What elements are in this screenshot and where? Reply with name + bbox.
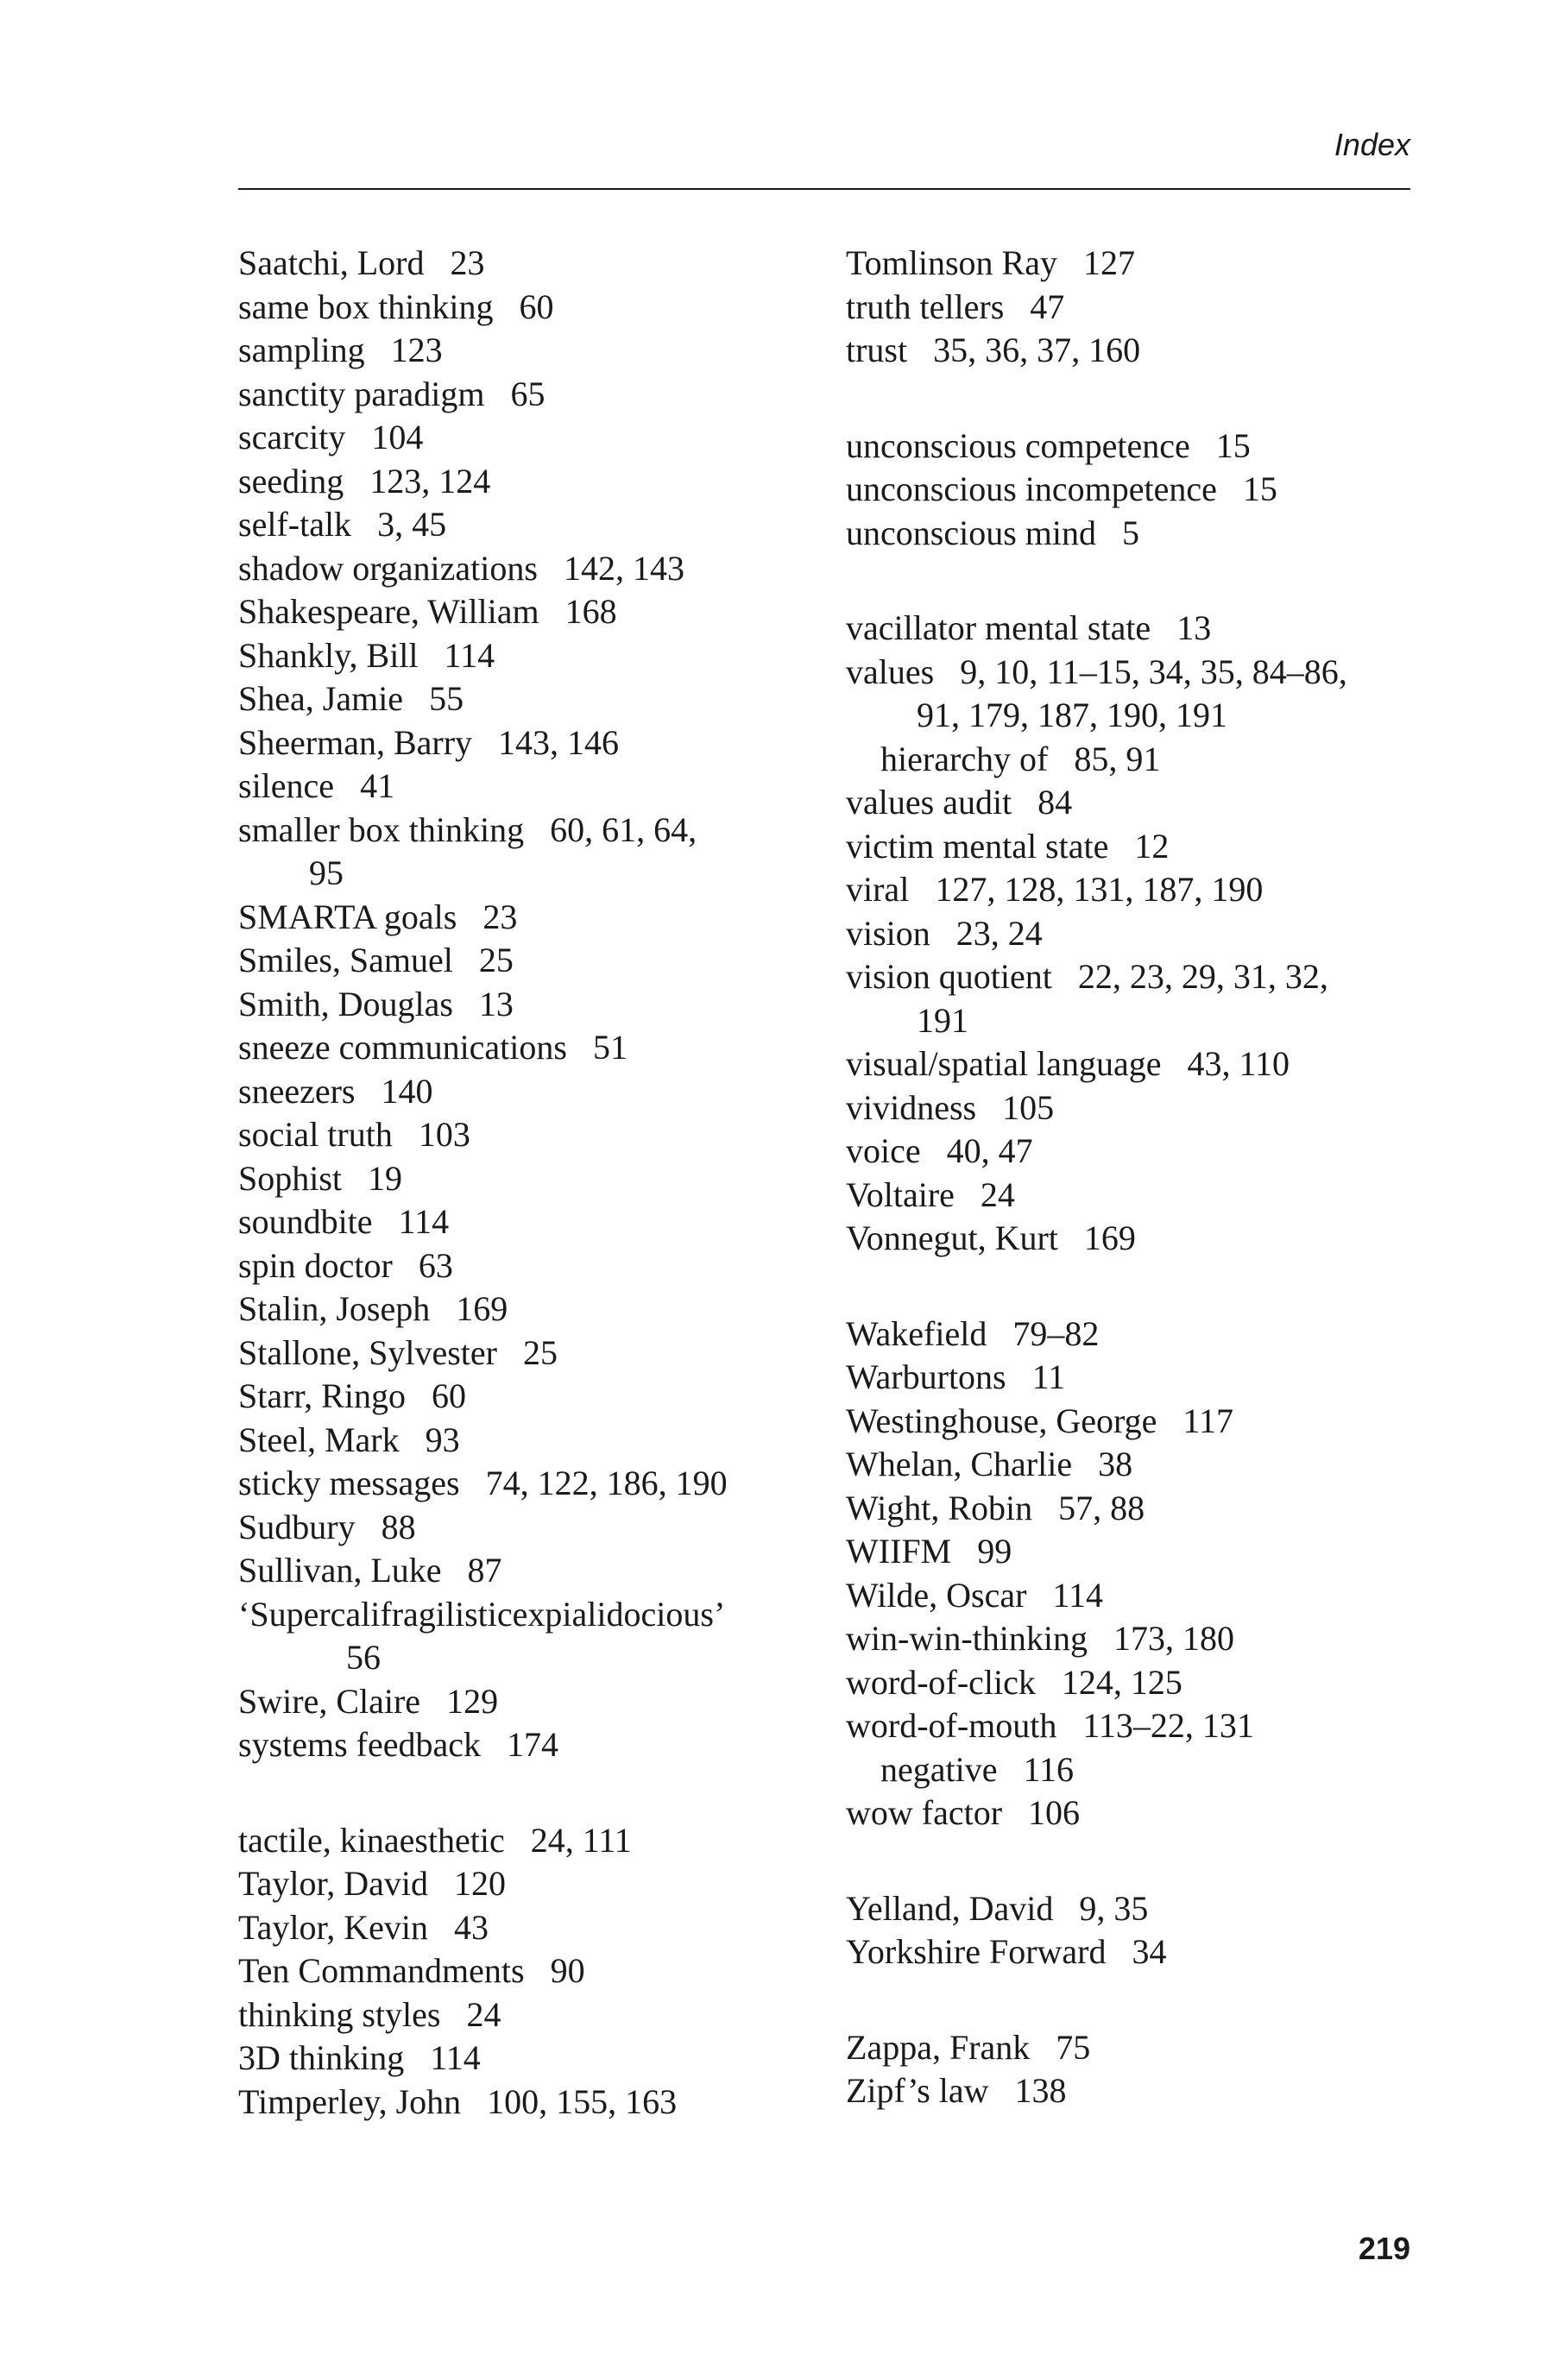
index-column-right: [846, 242, 1416, 2113]
index-subentry: [846, 1748, 1416, 1792]
index-entry: [238, 1993, 808, 2037]
index-entry: [238, 634, 808, 678]
index-entry: [846, 781, 1416, 825]
index-page-refs: 23, 24: [955, 913, 1043, 953]
index-entry: [238, 373, 808, 417]
index-entry: [238, 590, 808, 634]
index-term: sticky messages: [238, 1464, 460, 1502]
index-entry: [238, 1157, 808, 1201]
index-term: SMARTA goals: [238, 897, 457, 936]
index-term: WIIFM: [846, 1532, 952, 1571]
index-page-refs: 55: [429, 679, 464, 718]
index-term: Swire, Claire: [238, 1681, 421, 1721]
index-term: Warburtons: [846, 1357, 1006, 1396]
index-page-refs: 60, 61, 64,: [550, 809, 697, 849]
index-term: shadow organizations: [238, 548, 538, 588]
index-page-refs-continued: 191: [917, 1000, 968, 1040]
index-entry: [238, 1819, 808, 1863]
index-entry: [846, 329, 1416, 373]
index-entry: [846, 1791, 1416, 1835]
index-entry: [846, 512, 1416, 556]
index-term: Stalin, Joseph: [238, 1289, 431, 1328]
index-page-refs: 5: [1121, 513, 1139, 552]
index-term: viral: [846, 870, 910, 909]
index-term: Zipf’s law: [846, 2071, 989, 2110]
index-term: self-talk: [238, 505, 352, 544]
index-entry: [846, 868, 1416, 912]
index-page-refs: 63: [418, 1245, 453, 1285]
index-term: Sudbury: [238, 1507, 356, 1546]
index-term: Tomlinson Ray: [846, 243, 1057, 282]
index-page-refs: 23: [482, 897, 518, 936]
index-page-refs: 15: [1242, 469, 1277, 508]
index-entry: [238, 1906, 808, 1950]
index-page-refs: 75: [1056, 2027, 1091, 2067]
index-entry: [846, 1443, 1416, 1487]
index-term: Taylor, David: [238, 1864, 428, 1903]
index-entry: [238, 1419, 808, 1463]
index-entry: [846, 825, 1416, 869]
index-entry: [238, 460, 808, 504]
index-entry: [846, 242, 1416, 286]
index-page-refs: 60: [519, 286, 554, 326]
index-term: Vonnegut, Kurt: [846, 1218, 1058, 1257]
index-page-refs: 9, 35: [1079, 1888, 1149, 1928]
index-term: Wilde, Oscar: [846, 1575, 1027, 1615]
index-term: scarcity: [238, 418, 346, 456]
index-term: unconscious competence: [846, 425, 1190, 465]
index-page-refs: 47: [1030, 286, 1065, 326]
index-page-refs: 120: [453, 1864, 506, 1903]
index-entry: [846, 2026, 1416, 2070]
index-entry: [846, 1887, 1416, 1931]
index-term: Stallone, Sylvester: [238, 1332, 497, 1372]
index-entry: [846, 607, 1416, 651]
index-entry: [238, 677, 808, 721]
index-page-refs: 9, 10, 11–15, 34, 35, 84–86,: [960, 652, 1347, 691]
index-entry: [846, 1217, 1416, 1261]
index-page-refs: 13: [1176, 608, 1212, 647]
index-page-refs: 51: [592, 1028, 627, 1067]
index-entry: [238, 286, 808, 330]
index-page-refs: 12: [1134, 826, 1170, 866]
index-page-refs: 129: [446, 1681, 499, 1721]
index-term: Wakefield: [846, 1313, 987, 1353]
index-term: Timperley, John: [238, 2081, 462, 2121]
index-term: vision: [846, 913, 930, 953]
index-entry: [238, 1113, 808, 1157]
index-entry: [238, 2037, 808, 2081]
index-entry: [238, 1862, 808, 1906]
index-entry: [238, 1462, 808, 1506]
index-entry: [238, 1288, 808, 1332]
index-term: victim mental state: [846, 826, 1109, 866]
index-term: word-of-click: [846, 1662, 1036, 1702]
index-entry: [238, 721, 808, 765]
index-page-refs: 34: [1132, 1932, 1167, 1971]
index-term: hierarchy of: [880, 739, 1049, 778]
index-page-refs: 103: [418, 1115, 470, 1154]
index-term: sneeze communications: [238, 1028, 567, 1067]
index-term: thinking styles: [238, 1994, 441, 2034]
index-page-refs: 104: [371, 418, 424, 456]
index-entry: [846, 651, 1416, 738]
index-entry: [238, 2081, 808, 2125]
index-term: unconscious incompetence: [846, 469, 1217, 508]
index-entry: [238, 1506, 808, 1550]
index-term: Yorkshire Forward: [846, 1932, 1107, 1971]
index-term: wow factor: [846, 1793, 1003, 1832]
index-entry: [238, 1593, 808, 1680]
index-term: visual/spatial language: [846, 1044, 1162, 1083]
index-term: values: [846, 652, 935, 691]
index-entry: [846, 1574, 1416, 1618]
index-term: Wight, Robin: [846, 1488, 1033, 1527]
index-term: spin doctor: [238, 1245, 393, 1285]
index-entry: [238, 1332, 808, 1376]
index-page-refs: 41: [360, 766, 395, 805]
index-page-refs-continued: 95: [309, 853, 344, 892]
index-entry: [846, 1530, 1416, 1574]
index-term: Taylor, Kevin: [238, 1907, 428, 1947]
index-entry: [238, 1200, 808, 1244]
index-page-refs-continued: 91, 179, 187, 190, 191: [917, 696, 1227, 734]
index-entry: [238, 983, 808, 1027]
index-page-refs: 138: [1014, 2071, 1067, 2110]
index-term: Sullivan, Luke: [238, 1551, 442, 1590]
index-page-refs: 24: [980, 1174, 1015, 1214]
index-entry: [846, 468, 1416, 512]
index-term: voice: [846, 1131, 921, 1170]
index-entry: [846, 1174, 1416, 1218]
index-term: Ten Commandments: [238, 1951, 525, 1990]
index-entry: [238, 896, 808, 940]
index-entry: [238, 1949, 808, 1993]
index-term: systems feedback: [238, 1725, 482, 1764]
index-entry: [238, 1549, 808, 1593]
index-page-refs: 74, 122, 186, 190: [485, 1464, 728, 1502]
index-entry: [238, 809, 808, 896]
index-term: Smiles, Samuel: [238, 941, 453, 979]
index-term: silence: [238, 766, 335, 805]
index-term: unconscious mind: [846, 513, 1096, 552]
index-page-refs: 169: [456, 1289, 508, 1328]
index-entry: [238, 1026, 808, 1070]
index-page-refs: 38: [1098, 1445, 1133, 1483]
index-term: Shankly, Bill: [238, 635, 419, 675]
index-page-refs: 127: [1082, 243, 1135, 282]
index-term: Shakespeare, William: [238, 592, 539, 631]
index-page-refs: 25: [478, 941, 514, 979]
index-entry: [846, 1400, 1416, 1444]
index-page-refs: 84: [1037, 783, 1073, 822]
index-entry: [846, 1930, 1416, 1974]
index-page-refs: 24: [466, 1994, 501, 2034]
index-page-refs: 65: [510, 374, 546, 413]
index-page-refs: 114: [398, 1202, 450, 1241]
index-column-left: [238, 242, 808, 2124]
index-term: trust: [846, 331, 908, 369]
index-page-refs: 142, 143: [563, 548, 684, 588]
index-page-refs: 117: [1182, 1401, 1233, 1440]
index-term: same box thinking: [238, 286, 494, 326]
index-entry: [238, 503, 808, 547]
index-entry: [846, 425, 1416, 469]
index-page-refs: 169: [1083, 1218, 1136, 1257]
index-page-refs: 105: [1002, 1087, 1055, 1127]
index-entry: [846, 1661, 1416, 1705]
index-page-refs: 35, 36, 37, 160: [933, 331, 1141, 369]
index-term: social truth: [238, 1115, 393, 1154]
index-page-refs: 124, 125: [1061, 1662, 1182, 1702]
index-page-refs: 43: [453, 1907, 489, 1947]
index-page-refs: 13: [478, 984, 514, 1023]
index-term: Whelan, Charlie: [846, 1445, 1073, 1483]
index-page-refs: 123: [390, 331, 443, 369]
index-term: Smith, Douglas: [238, 984, 453, 1023]
index-page-refs: 43, 110: [1187, 1044, 1290, 1083]
index-entry: [846, 1617, 1416, 1661]
index-term: word-of-mouth: [846, 1706, 1057, 1745]
index-term: Westinghouse, George: [846, 1401, 1157, 1440]
index-page-refs: 123, 124: [369, 461, 491, 501]
index-entry: [238, 1375, 808, 1419]
index-page-refs: 79–82: [1012, 1313, 1100, 1353]
index-term: Sheerman, Barry: [238, 722, 473, 762]
index-term: sampling: [238, 331, 365, 369]
index-term: 3D thinking: [238, 2038, 405, 2077]
index-page-refs: 168: [564, 592, 617, 631]
index-term: soundbite: [238, 1202, 373, 1241]
index-page-refs: 19: [368, 1158, 403, 1198]
index-term: sneezers: [238, 1071, 356, 1111]
index-page-refs-continued: 56: [346, 1638, 381, 1677]
index-subentry: [846, 738, 1416, 782]
index-term: tactile, kinaesthetic: [238, 1820, 505, 1860]
index-entry: [846, 2069, 1416, 2113]
index-term: vision quotient: [846, 957, 1052, 996]
index-term: smaller box thinking: [238, 809, 525, 849]
index-term: Saatchi, Lord: [238, 243, 425, 282]
running-head: Index: [1334, 127, 1410, 162]
index-page-refs: 25: [522, 1332, 558, 1372]
index-page-refs: 114: [430, 2038, 481, 2077]
index-term: win-win-thinking: [846, 1619, 1088, 1658]
index-page-refs: 99: [977, 1532, 1012, 1571]
index-entry: [238, 242, 808, 286]
index-term: Yelland, David: [846, 1888, 1054, 1928]
index-page-refs: 23: [450, 243, 485, 282]
index-term: Shea, Jamie: [238, 679, 404, 718]
index-page-refs: 93: [425, 1420, 460, 1459]
index-term: Starr, Ringo: [238, 1376, 406, 1415]
index-page-refs: 85, 91: [1074, 739, 1161, 778]
index-term: vacillator mental state: [846, 608, 1151, 647]
index-page-refs: 15: [1215, 425, 1251, 465]
index-entry: [846, 1704, 1416, 1748]
index-entry: [238, 1680, 808, 1724]
index-page-refs: 174: [507, 1725, 559, 1764]
index-entry: [846, 1313, 1416, 1357]
header-rule: [238, 188, 1410, 190]
index-page-refs: 22, 23, 29, 31, 32,: [1077, 957, 1328, 996]
index-entry: [846, 1042, 1416, 1086]
index-entry: [846, 1487, 1416, 1531]
index-term: vividness: [846, 1087, 977, 1127]
index-entry: [846, 1130, 1416, 1174]
index-page-refs: 3, 45: [377, 505, 447, 544]
index-entry: [238, 1070, 808, 1114]
index-entry: [846, 912, 1416, 956]
index-entry: [846, 1086, 1416, 1130]
index-entry: [238, 1723, 808, 1767]
index-page-refs: 114: [444, 635, 495, 675]
index-page-refs: 113–22, 131: [1082, 1706, 1254, 1745]
index-page-refs: 90: [550, 1951, 585, 1990]
index-page-refs: 57, 88: [1058, 1488, 1145, 1527]
index-entry: [238, 939, 808, 983]
index-page-refs: 173, 180: [1113, 1619, 1234, 1658]
index-page-refs: 114: [1052, 1575, 1103, 1615]
index-page-refs: 24, 111: [530, 1820, 632, 1860]
index-entry: [846, 955, 1416, 1042]
index-page-refs: 60: [431, 1376, 466, 1415]
index-term: Steel, Mark: [238, 1420, 400, 1459]
index-term: values audit: [846, 783, 1012, 822]
index-term: negative: [880, 1749, 998, 1789]
page-number: 219: [1358, 2231, 1410, 2266]
index-term: truth tellers: [846, 286, 1005, 326]
index-page-refs: 88: [381, 1507, 416, 1546]
index-page-refs: 11: [1031, 1357, 1066, 1396]
index-page-refs: 87: [467, 1551, 502, 1590]
index-page-refs: 143, 146: [498, 722, 620, 762]
index-term: Sophist: [238, 1158, 343, 1198]
index-page-refs: 116: [1023, 1749, 1075, 1789]
index-page-refs: 100, 155, 163: [487, 2081, 678, 2121]
index-page-refs: 106: [1028, 1793, 1081, 1832]
index-entry: [238, 547, 808, 591]
index-term: Zappa, Frank: [846, 2027, 1031, 2067]
index-entry: [846, 1356, 1416, 1400]
index-term: sanctity paradigm: [238, 374, 485, 413]
index-entry: [846, 286, 1416, 330]
index-page-refs: 140: [381, 1071, 433, 1111]
index-term: seeding: [238, 461, 344, 501]
index-entry: [238, 329, 808, 373]
index-entry: [238, 1244, 808, 1288]
index-page-refs: 127, 128, 131, 187, 190: [935, 870, 1264, 909]
index-term: ‘Supercalifragilisticexpialidocious’: [238, 1594, 726, 1634]
index-entry: [238, 765, 808, 809]
index-page-refs: 40, 47: [946, 1131, 1033, 1170]
index-term: Voltaire: [846, 1174, 955, 1214]
index-entry: [238, 416, 808, 460]
